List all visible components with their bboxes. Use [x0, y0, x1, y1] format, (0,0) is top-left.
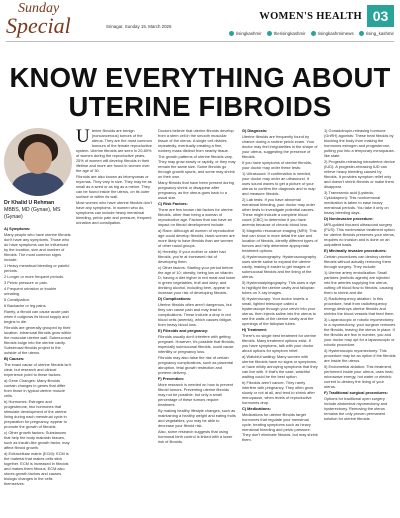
social-facebook[interactable]: [229, 31, 262, 36]
paragraph: b) Heredity: If your mother or sister had fibroids, you're at increased risk of developing them.: [158, 249, 226, 264]
paragraph: G) Diagnosis:: [242, 128, 268, 133]
article-column-3: [242, 128, 318, 516]
headline-line-2: UTERINE FIBROIDS: [68, 90, 332, 122]
paragraph: Medications for uterine fibroids target hormones that regulate your menstrual cycle, treating symptoms such as heavy menstrual bleeding and pelvic pressure. They don't eliminate fibroids, but may shrink them.: [242, 412, 318, 442]
social-instagram[interactable]: [359, 31, 394, 36]
paragraph: Options for traditional open surgery include abdominal myomectomy and hysterectomy. Removing the uterus remains the only proven permanent solution for uterine fibroids.: [324, 396, 388, 421]
paragraph: 4 Frequent urination or trouble urinating.: [4, 286, 57, 296]
paragraph: Many fibroids that have been present during pregnancy shrink or disappear after pregnancy, as the uterus goes back to a usual size.: [158, 180, 234, 200]
paragraph: 2) Radiofrequency ablation: In this procedure, heat from radiofrequency energy destroys uterine fibroids and shrinks the blood vessels that feed them.: [324, 296, 395, 316]
paragraph: F) Traditional surgical procedures:: [324, 390, 388, 395]
paragraph: There are few known risk factors for uterine fibroids, other than being a woman of reproductive age. Factors that can have an impact on fibroid development include:: [158, 207, 233, 227]
paragraph: 1) Uterine artery embolization: Small particles (embolic agents) are injected into the arteries supplying the uterus, cutting off blood flow to fibroids, causing them to shrink and die.: [324, 270, 393, 295]
paragraph: b) Fibroids aren't cancer. They rarely interfere with pregnancy. They often grow slowly or not at all, and tend to shrink after menopause, when levels of reproductive hormones drop.: [242, 380, 315, 405]
facebook-icon: [229, 31, 234, 36]
social-handles: [229, 31, 394, 36]
paragraph: Rarely, a fibroid can cause acute pain when it outgrows its blood supply and begins to die.: [4, 309, 69, 324]
page-number: 03: [367, 5, 394, 27]
headline-line-1: KNOW EVERYTHING ABOUT: [9, 62, 391, 93]
social-handle: risingkashmir: [235, 31, 262, 36]
paragraph: Most women who have uterine fibroids don't have any symptoms. In women who do, symptoms can include heavy menstrual bleeding, pelvic pain and pressure, frequent urination and constipation.: [76, 200, 152, 225]
social-youtube[interactable]: [311, 31, 354, 36]
paragraph: Doctors believe that uterine fibroids develop from a stem cell in the smooth muscular tissue of the uterus. A single cell divides repeatedly, eventually creating a firm, rubbery mass distinct from nearby tissue.: [158, 128, 234, 153]
paragraph: Many people who have uterine fibroids don't have any symptoms. Those who do have symptoms can be influenced by the location, size and number of fibroids. The most common signs include:: [4, 232, 71, 262]
paragraph: 6 Backache or leg pains.: [4, 303, 47, 308]
paragraph: 2 Longer or more frequent periods.: [4, 274, 65, 279]
paragraph: 4) Hysteroscopic myomectomy: This procedure may be an option if the fibroids are inside the uterus.: [324, 348, 396, 363]
author-name: Dr Khalid U Rehman: [4, 200, 55, 206]
paragraph: Fibroids are generally grouped by their location. Intramural fibroids grow within the muscular uterine wall. Submucosal fibroids bulge into the uterine cavity. Subserosal fibroids project to the outside of the uterus.: [4, 325, 72, 355]
social-handle: therisingkashmir: [273, 31, 306, 36]
paragraph: 2) Lab tests: If you have abnormal menstrual bleeding, your doctor may order other tests to investigate potential causes. These might include a complete blood count (CBC) to determine if you have anemia because of chronic blood loss.: [242, 197, 316, 227]
paragraph: 3 Pelvic pressure or pain.: [4, 280, 48, 285]
drop-cap: U: [76, 128, 90, 147]
paragraph: H) Treatment:: [242, 327, 268, 332]
paragraph: 3) Magnetic resonance imaging (MRI): This test can show in more detail the size and location of fibroids, identify different types of tumors and help determine appropriate treatment options.: [242, 228, 318, 253]
paragraph: a) Watchful waiting: Many women with uterine fibroids have no signs or symptoms, or have mildly annoying symptoms that they can live with. If that's the case, watchful waiting could be the best option.: [242, 354, 318, 379]
paragraph: 3) Tranexamic acid (Lysteda, Cyklokapron): This nonhormonal medication is taken to ease heavy menstrual periods. You take it only on heavy bleeding days.: [324, 190, 389, 215]
paragraph: Fibroids may also raise the risk of certain pregnancy complications, such as placental abruption, fetal growth restriction and preterm delivery.: [158, 355, 234, 375]
paragraph: D) Noninvasive procedure:: [324, 216, 374, 221]
paragraph: More research is needed on how to prevent fibroid tumors. Preventing uterine fibroids may not be possible, but only a small percentage of these tumors require treatment.: [158, 382, 234, 407]
paragraph: terine fibroids are benign (noncancerous) tumors of the uterus. They are the most common tumours of the female reproductive system. Uterine fibroids are seen in 20-80% of women during the reproductive years. 25% of women will develop fibroids in their lifetime and more are found in women over the age of 30.: [76, 128, 152, 173]
author-photo: [4, 128, 72, 196]
paragraph: E) Fibroids and pregnancy:: [158, 328, 209, 333]
paragraph: 2) Progestin-releasing intrauterine device (IUD): A progestin-releasing IUD can relieve heavy bleeding caused by fibroids. It provides symptom relief only and doesn't shrink fibroids or make them disappear.: [324, 159, 395, 189]
article-column-1: [76, 128, 152, 516]
paragraph: a) Gene Changes: Many fibroids contain changes in genes that differ from those in typical uterine muscle cells.: [4, 378, 66, 398]
youtube-icon: [311, 31, 316, 36]
author-byline: [4, 200, 72, 221]
paragraph: F) Prevention:: [158, 376, 185, 381]
paragraph: C) Risk Factors:: [158, 201, 188, 206]
paragraph: 1) Ultrasound: If confirmation is needed, your doctor may order an ultrasound. It uses sound waves to get a picture of your uterus to confirm the diagnosis and to map and measure fibroids.: [242, 171, 316, 196]
paragraph: 5 Constipation.: [4, 297, 30, 302]
paragraph: There's no single best treatment for uterine fibroids. Many treatment options exist. If you have symptoms, talk with your doctor about options for symptom relief.: [242, 333, 317, 353]
paragraph: 5) Endometrial ablation: This treatment, performed inside your uterus, uses heat, microwave energy, hot water or electric current to destroy the lining of your uterus.: [324, 364, 394, 389]
paragraph: a) Race: Although all women of reproductive age could develop fibroids, black women are more likely to have fibroids than are women of other racial groups.: [158, 228, 235, 248]
paragraph: c) Other factors: Starting your period before the age of 10; obesity; being low on vitamin D; having a diet higher in red meat and lower in green vegetables, fruit and dairy; and drinking alcohol, including beer, appear to increase your risk of developing fibroids.: [158, 265, 236, 295]
paragraph: 4) Hysterosonography: Hysterosonography uses sterile saline to expand the uterine cavity, making it easier to get images of submucosal fibroids and the lining of the uterus.: [242, 254, 317, 279]
article-column-1b: [4, 226, 72, 516]
paragraph: B) Causes:: [4, 356, 25, 361]
paragraph: Certain procedures can destroy uterine fibroids without actually removing them through surgery. They include:: [324, 254, 392, 269]
article-column-4: [324, 128, 396, 516]
social-twitter[interactable]: [267, 31, 306, 36]
author-role: MBBS, MD (Gynae), MS (Gynae): [4, 207, 61, 221]
paragraph: By making healthy lifestyle changes, such as maintaining a healthy weight and eating fruits and vegetables, you may be able to decrease your fibroid risk.: [158, 408, 236, 428]
paragraph: A) Symptoms:: [4, 226, 31, 231]
paragraph: Uterine fibroids often aren't dangerous, but they can cause pain and may lead to complications. These include a drop in red blood cells (anemia), which causes fatigue, from heavy blood loss.: [158, 302, 233, 327]
headline: [0, 64, 400, 122]
paragraph: E) Minimally invasive procedures:: [324, 248, 387, 253]
masthead: [0, 0, 400, 44]
paragraph: 3) Laparoscopic or robotic myomectomy: In a myomectomy, your surgeon removes the fibroids, leaving the uterus in place. If the fibroids are few in number, you and your doctor may opt for a laparoscopic or robotic procedure.: [324, 317, 396, 347]
article-column-2: [158, 128, 236, 516]
paragraph: Fibroids usually don't interfere with getting pregnant. However, it's possible that fibroids, especially submucosal fibroids, could cause infertility or pregnancy loss.: [158, 334, 236, 354]
paragraph: Fibroids are also known as leiomyomas or myomas. They vary in size. They may be as small as a seed or as big as a melon. They can be found inside the uterus, on its outer surface or within its wall.: [76, 174, 152, 199]
section-title: WOMEN'S HEALTH: [259, 11, 362, 22]
brand-top: Sunday: [18, 1, 60, 16]
paragraph: The exact cause of uterine fibroids isn't clear, but research and clinical experience point to these factors:: [4, 362, 72, 377]
paragraph: d) Extracellular matrix (ECM): ECM is the material that makes cells stick together. ECM is increased in fibroids and makes them fibrous. ECM also stores growth factors and causes biologic changes in the cells themselves.: [4, 451, 69, 486]
paragraph: If you have symptoms of uterine fibroids, your doctor may order these tests:: [242, 160, 312, 170]
dateline: Srinagar, Sunday 15, March 2025: [106, 24, 172, 29]
paragraph: The growth patterns of uterine fibroids vary. They may grow slowly or rapidly, or they may remain the same size. Some fibroids go through growth spurts, and some may shrink on their own.: [158, 154, 236, 179]
paragraph: MRI-guided focused ultrasound surgery (FUS): This noninvasive treatment option for uterine fibroids preserves your uterus, requires no incision and is done on an outpatient basis.: [324, 222, 395, 247]
paragraph: D) Complications:: [158, 296, 192, 301]
paragraph: C) Medications:: [242, 406, 271, 411]
social-handle: risingkashmirnews: [317, 31, 354, 36]
paragraph: 6) Hysteroscopy: Your doctor inserts a small, lighted telescope called a hysteroscope through your cervix into your uterus, then injects saline into the uterus to see the walls of the uterine cavity and the openings of the fallopian tubes.: [242, 296, 316, 326]
paragraph: b) Hormones: Estrogen and progesterone, two hormones that stimulate development of the uterine lining during each menstrual cycle in preparation for pregnancy, appear to promote the growth of fibroids.: [4, 399, 67, 429]
paragraph: 5) Hysterosalpingography: This uses a dye to highlight the uterine cavity and fallopian tubes on X-ray images.: [242, 280, 316, 295]
social-handle: rising_kashmir: [365, 31, 394, 36]
paragraph: 1) Gonadotropin-releasing hormone (GnRH) agonists: These treat fibroids by blocking the body from making the hormones estrogen and progesterone, putting you into a temporary menopause-like state.: [324, 128, 395, 158]
masthead-divider: [6, 41, 394, 42]
paragraph: Also, some research suggests that using hormonal birth control is linked with a lower risk of fibroids.: [158, 429, 233, 444]
twitter-icon: [267, 31, 272, 36]
paragraph: 1 Heavy menstrual bleeding or painful periods.: [4, 263, 70, 273]
paragraph: c) Other growth factors: Substances that help the body maintain tissues, such as insulin-like growth factor, may affect fibroid growth.: [4, 430, 70, 450]
instagram-icon: [359, 31, 364, 36]
brand-bottom: Special: [6, 13, 71, 38]
paragraph: Uterine fibroids are frequently found by chance during a routine pelvic exam. Your doctor may feel irregularities in the shape of your uterus, suggesting the presence of fibroids.: [242, 134, 318, 159]
